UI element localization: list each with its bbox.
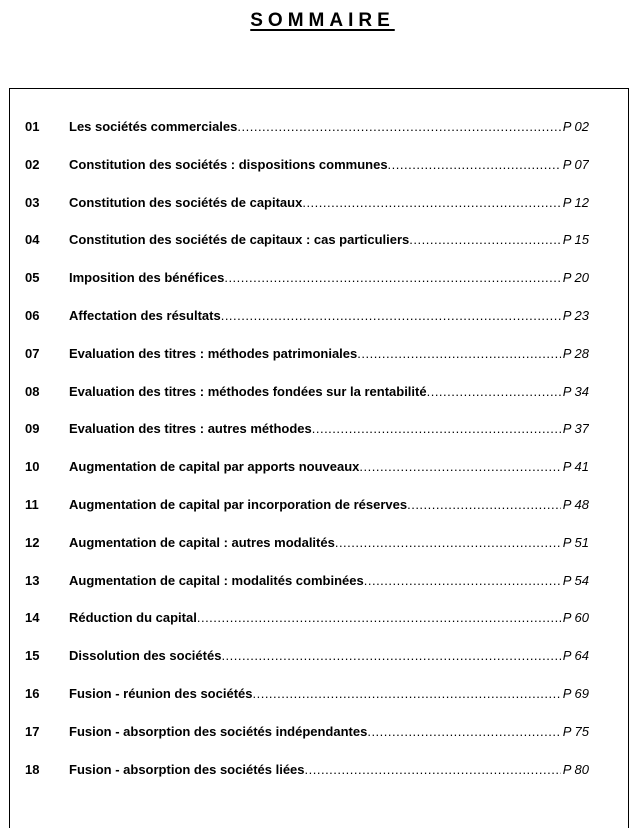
toc-entry — [0, 116, 640, 138]
toc-entry-number: 06 — [25, 308, 40, 323]
toc-entry-title: Constitution des sociétés de capitaux — [69, 194, 303, 210]
toc-entry-line — [69, 683, 589, 705]
toc-dot-leader — [224, 267, 560, 289]
toc-entry-line — [69, 570, 589, 592]
toc-entry-title: Evaluation des titres : méthodes fondées sur la rentabilité — [69, 383, 427, 399]
page-title — [0, 10, 640, 32]
toc-dot-leader — [357, 343, 560, 365]
toc-entry-page: P 28 — [562, 345, 589, 361]
toc-entry — [0, 532, 640, 554]
toc-entry-number: 05 — [25, 270, 40, 286]
toc-entry-page: P 54 — [562, 572, 589, 588]
toc-entry — [0, 343, 640, 365]
toc-entry-line — [69, 154, 589, 176]
toc-dot-leader — [335, 532, 561, 554]
toc-entry — [0, 418, 640, 440]
toc-entry — [0, 607, 640, 629]
toc-entry — [0, 456, 640, 478]
toc-entry-page: P 51 — [562, 534, 589, 550]
toc-entry-number: 09 — [25, 421, 40, 437]
toc-entry-page: P 75 — [562, 723, 589, 739]
toc-entry-page: P 15 — [562, 232, 589, 248]
toc-entry-page: P 80 — [562, 761, 589, 777]
toc-dot-leader — [388, 154, 561, 176]
toc-entry-title: Evaluation des titres : autres méthodes — [69, 421, 312, 437]
toc-entry-page: P 41 — [562, 459, 589, 475]
toc-entry-number: 15 — [25, 648, 40, 664]
toc-entry — [0, 683, 640, 705]
toc-dot-leader — [407, 494, 561, 516]
toc-entry-line — [69, 645, 589, 667]
toc-dot-leader — [305, 759, 561, 781]
toc-entry-title: Imposition des bénéfices — [69, 270, 225, 286]
toc-entry-page: P 64 — [562, 648, 589, 664]
toc-entry-line — [69, 721, 589, 743]
toc-entry — [0, 381, 640, 403]
page-title-text: SOMMAIRE — [250, 10, 395, 31]
toc-entry-title: Réduction du capital — [69, 610, 197, 626]
toc-entry-title: Augmentation de capital : modalités combinées — [69, 572, 364, 588]
toc-dot-leader — [427, 381, 561, 403]
toc-entry-number: 04 — [25, 232, 40, 248]
toc-entry-line — [69, 456, 589, 478]
toc-entry-line — [69, 305, 589, 327]
toc-dot-leader — [302, 192, 560, 214]
toc-entry-number: 12 — [25, 534, 40, 550]
toc-entry-number: 07 — [25, 345, 40, 361]
toc-entry-page: P 12 — [562, 194, 589, 210]
toc-dot-leader — [312, 418, 561, 440]
toc-entry-number: 17 — [25, 723, 40, 739]
toc-entry-line — [69, 192, 589, 214]
toc-entry-page: P 20 — [562, 270, 589, 286]
toc-entry-number: 08 — [25, 383, 40, 399]
toc-entry — [0, 192, 640, 214]
toc-entry-line — [69, 607, 589, 629]
toc-entry-title: Augmentation de capital par incorporation de réserves — [69, 497, 408, 512]
toc-entry-title: Augmentation de capital par apports nouveaux — [69, 459, 360, 475]
toc-entry — [0, 570, 640, 592]
toc-entry — [0, 645, 640, 667]
toc-entry-page: P 07 — [562, 156, 589, 172]
toc-entry-line — [69, 532, 589, 554]
toc-entry — [0, 154, 640, 176]
toc-entry-title: Constitution des sociétés de capitaux : cas particuliers — [69, 232, 410, 248]
toc-dot-leader — [409, 229, 560, 251]
toc-entry-number: 01 — [25, 119, 40, 134]
toc-entry-title: Augmentation de capital : autres modalités — [69, 534, 335, 550]
toc-entry-number: 16 — [25, 686, 40, 701]
toc-entry-page: P 69 — [562, 686, 589, 701]
toc-entry — [0, 267, 640, 289]
toc-entry-line — [69, 494, 589, 516]
toc-entry — [0, 305, 640, 327]
toc-entry — [0, 759, 640, 781]
toc-entry-page: P 23 — [562, 308, 589, 323]
toc-entry — [0, 494, 640, 516]
toc-entry — [0, 229, 640, 251]
toc-dot-leader — [367, 721, 560, 743]
toc-dot-leader — [364, 570, 561, 592]
toc-dot-leader — [359, 456, 560, 478]
toc-entry-title: Constitution des sociétés : dispositions communes — [69, 156, 388, 172]
toc-entry-title: Evaluation des titres : méthodes patrimoniales — [69, 345, 358, 361]
toc-entry-number: 02 — [25, 156, 40, 172]
toc-entry-page: P 02 — [562, 119, 589, 134]
toc-entry-title: Dissolution des sociétés — [69, 648, 222, 664]
toc-entry-title: Les sociétés commerciales — [69, 119, 238, 134]
toc-entry-number: 13 — [25, 572, 40, 588]
toc-entry-page: P 37 — [562, 421, 589, 437]
toc-entry-line — [69, 229, 589, 251]
toc-entry-page: P 34 — [562, 383, 589, 399]
toc-entry-line — [69, 381, 589, 403]
toc-dot-leader — [237, 116, 560, 138]
toc-entry-title: Fusion - réunion des sociétés — [69, 686, 253, 701]
toc-entry-line — [69, 759, 589, 781]
toc-entry-page: P 60 — [562, 610, 589, 626]
toc-entry — [0, 721, 640, 743]
toc-entry-line — [69, 343, 589, 365]
toc-entry-line — [69, 418, 589, 440]
toc-entry-line — [69, 116, 589, 138]
toc-entry-number: 03 — [25, 194, 40, 210]
toc-dot-leader — [221, 305, 561, 327]
toc-entry-number: 14 — [25, 610, 40, 626]
toc-entry-title: Affectation des résultats — [69, 308, 221, 323]
toc-entry-number: 10 — [25, 459, 40, 475]
toc-entry-number: 18 — [25, 761, 40, 777]
toc-entry-line — [69, 267, 589, 289]
toc-dot-leader — [221, 645, 560, 667]
toc-entry-title: Fusion - absorption des sociétés indépendantes — [69, 723, 368, 739]
toc-entry-page: P 48 — [562, 497, 589, 512]
toc-dot-leader — [197, 607, 561, 629]
toc-entry-title: Fusion - absorption des sociétés liées — [69, 761, 305, 777]
toc-dot-leader — [252, 683, 560, 705]
toc-entry-number: 11 — [25, 497, 39, 512]
